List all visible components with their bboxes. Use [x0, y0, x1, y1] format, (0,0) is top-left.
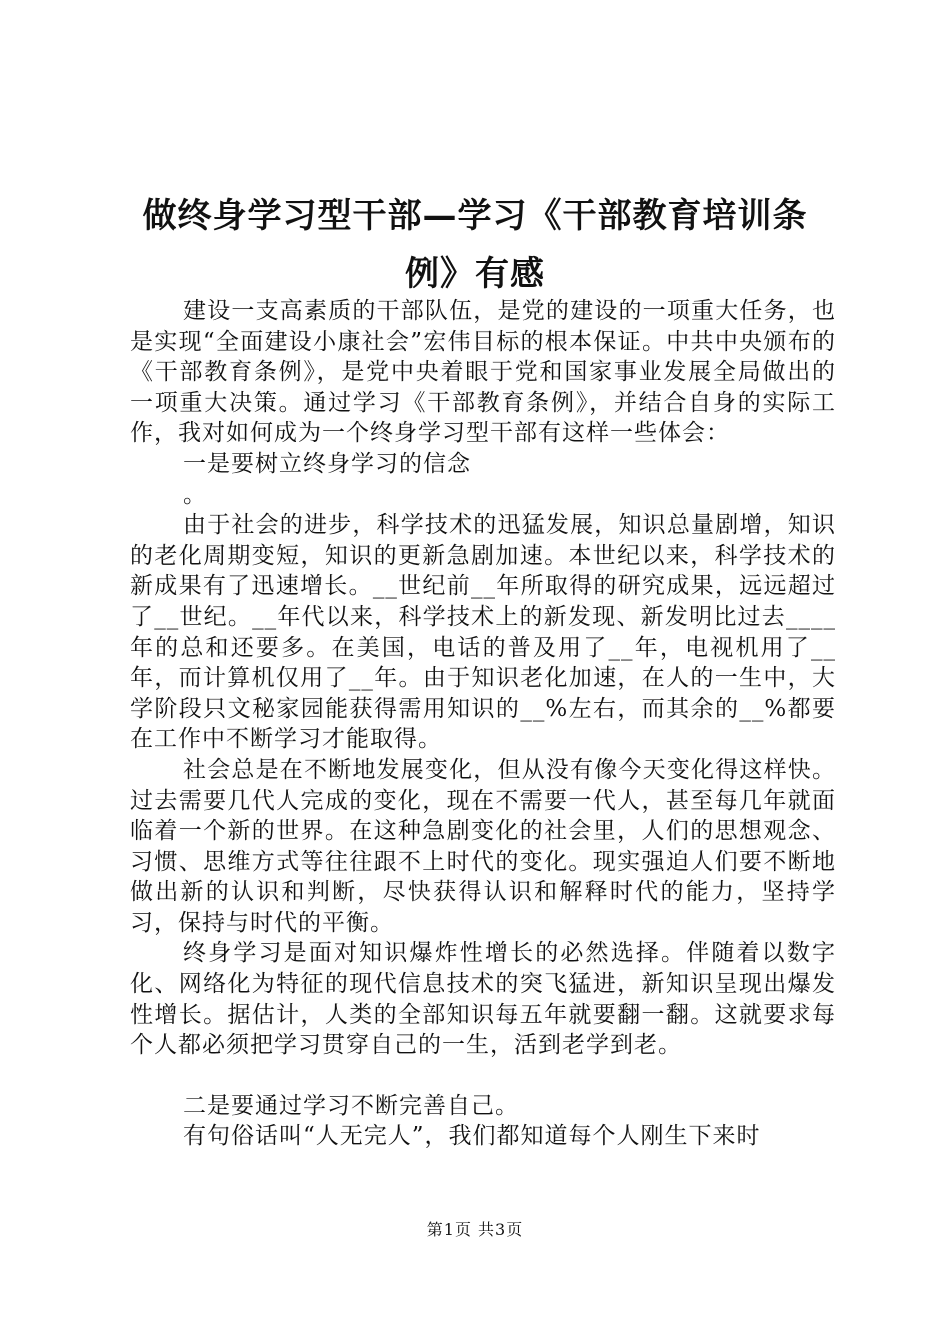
paragraph-social-change: 社会总是在不断地发展变化，但从没有像今天变化得这样快。过去需要几代人完成的变化，现在不需要一代人，甚至每几年就面临着一个新的世界。在这种急剧变化的社会里，人们的思想观念、习惯、思维方式等往往跟不上时代的变化。现实强迫人们要不断地做出新的认识和判断，尽快获得认识和解释时代的能力，坚持学习，保持与时代的平衡。: [130, 756, 836, 936]
section-heading-1: 一是要树立终身学习的信念: [183, 450, 471, 477]
document-body: [130, 296, 836, 1152]
page-number-footer: 第1页 共3页: [426, 1220, 524, 1239]
paragraph-nobody-perfect: 有句俗话叫“人无完人”，我们都知道每个人刚生下来时: [183, 1123, 761, 1150]
document-title-line-1: 做终身学习型干部—学习《干部教育培训条: [142, 196, 808, 236]
document-title-line-2: 例》有感: [405, 254, 545, 294]
paragraph-intro: 建设一支高素质的干部队伍，是党的建设的一项重大任务，也是实现“全面建设小康社会”宏伟目标的根本保证。中共中央颁布的《干部教育条例》，是党中央着眼于党和国家事业发展全局做出的一项重大决策。通过学习《干部教育条例》，并结合自身的实际工作，我对如何成为一个终身学习型干部有这样一些体会：: [130, 298, 836, 447]
section-heading-2: 二是要通过学习不断完善自己。: [183, 1092, 519, 1119]
paragraph-knowledge-growth: 由于社会的进步，科学技术的迅猛发展，知识总量剧增，知识的老化周期变短，知识的更新急剧加速。本世纪以来，科学技术的新成果有了迅速增长。__世纪前__年所取得的研究成果，远远超过了__世纪。__年代以来，科学技术上的新发现、新发明比过去____年的总和还要多。在美国，电话的普及用了__年，电视机用了__年，而计算机仅用了__年。由于知识老化加速，在人的一生中，大学阶段只文秘家园能获得需用知识的__%左右，而其余的__%都要在工作中不断学习才能取得。: [130, 512, 836, 753]
paragraph-lifelong-learning: 终身学习是面对知识爆炸性增长的必然选择。伴随着以数字化、网络化为特征的现代信息技术的突飞猛进，新知识呈现出爆发性增长。据估计，人类的全部知识每五年就要翻一翻。这就要求每个人都必须把学习贯穿自己的一生，活到老学到老。: [130, 940, 836, 1059]
paragraph-gap: [130, 1061, 836, 1091]
paragraph-period: 。: [183, 481, 207, 508]
